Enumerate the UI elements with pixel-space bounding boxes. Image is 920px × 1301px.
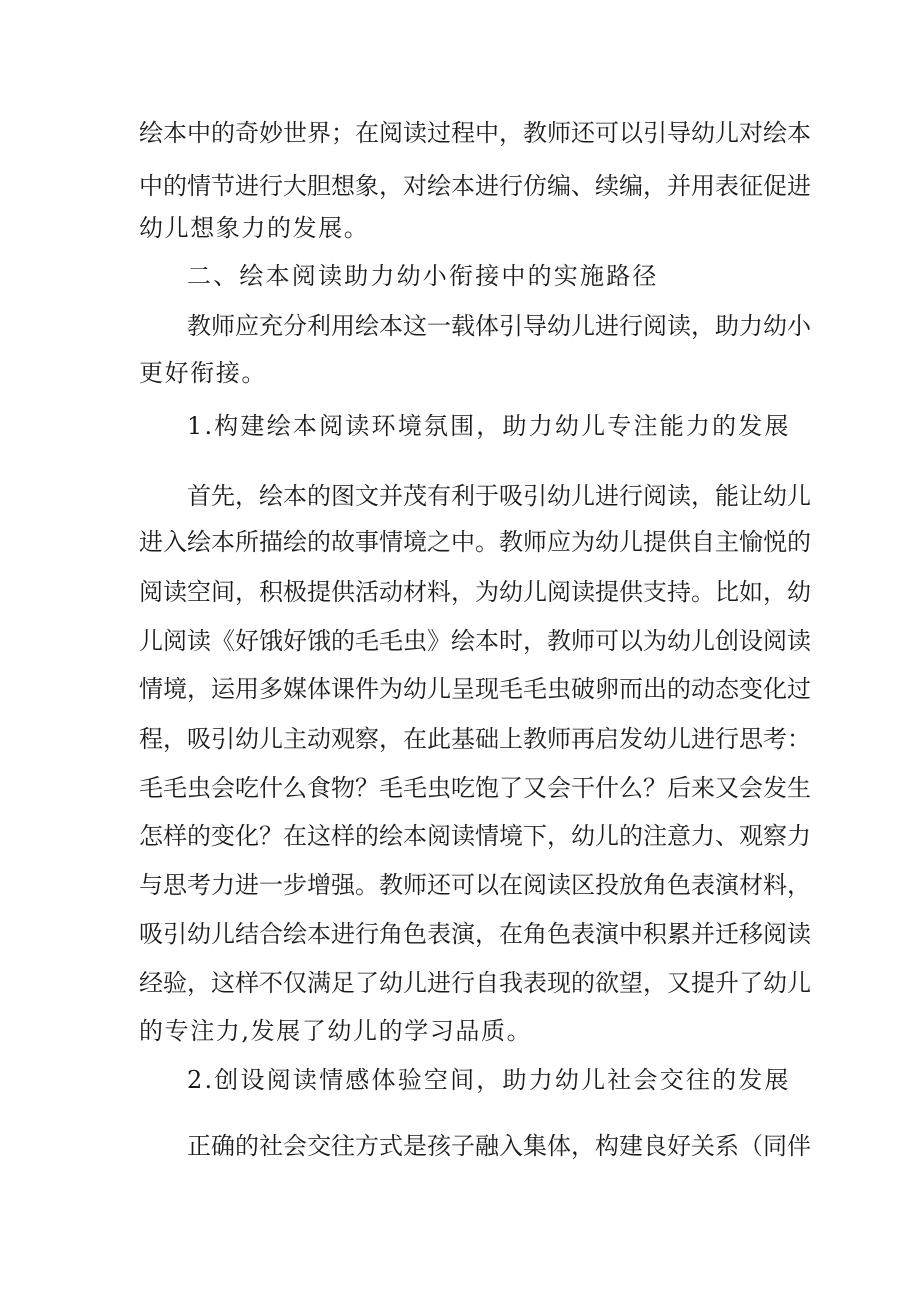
paragraph-1-line-3: 阅读空间，积极提供活动材料，为幼儿阅读提供支持。比如，幼 xyxy=(139,578,811,606)
paragraph-1-line-9: 与思考力进一步增强。教师还可以在阅读区投放角色表演材料， xyxy=(139,871,811,899)
paragraph-section-intro-line-2: 更好衔接。 xyxy=(139,359,267,387)
paragraph-section-intro-line-1: 教师应充分利用绘本这一载体引导幼儿进行阅读，助力幼小 xyxy=(187,312,811,340)
subheading-1: 1.构建绘本阅读环境氛围，助力幼儿专注能力的发展 xyxy=(187,412,791,440)
paragraph-1-line-2: 进入绘本所描绘的故事情境之中。教师应为幼儿提供自主愉悦的 xyxy=(139,528,811,556)
paragraph-1-line-12: 的专注力,发展了幼儿的学习品质。 xyxy=(139,1017,533,1045)
paragraph-1-line-4: 儿阅读《好饿好饿的毛毛虫》绘本时，教师可以为幼儿创设阅读 xyxy=(139,627,811,655)
section-heading: 二、绘本阅读助力幼小衔接中的实施路径 xyxy=(187,262,659,290)
paragraph-1-line-8: 怎样的变化？在这样的绘本阅读情境下，幼儿的注意力、观察力 xyxy=(139,822,811,850)
paragraph-intro-line-3: 幼儿想象力的发展。 xyxy=(139,214,370,242)
paragraph-1-line-7: 毛毛虫会吃什么食物？毛毛虫吃饱了又会干什么？后来又会发生 xyxy=(139,774,811,802)
paragraph-1-line-6: 程，吸引幼儿主动观察，在此基础上教师再启发幼儿进行思考： xyxy=(139,725,811,753)
paragraph-2-line-1: 正确的社会交往方式是孩子融入集体，构建良好关系（同伴 xyxy=(187,1132,811,1160)
paragraph-1-line-5: 情境，运用多媒体课件为幼儿呈现毛毛虫破卵而出的动态变化过 xyxy=(139,675,811,703)
paragraph-1-line-10: 吸引幼儿结合绘本进行角色表演，在角色表演中积累并迁移阅读 xyxy=(139,920,811,948)
paragraph-1-line-11: 经验，这样不仅满足了幼儿进行自我表现的欲望，又提升了幼儿 xyxy=(139,969,811,997)
paragraph-intro-line-2: 中的情节进行大胆想象，对绘本进行仿编、续编，并用表征促进 xyxy=(139,172,811,200)
paragraph-1-line-1: 首先，绘本的图文并茂有利于吸引幼儿进行阅读，能让幼儿 xyxy=(187,482,811,510)
paragraph-intro-line-1: 绘本中的奇妙世界；在阅读过程中，教师还可以引导幼儿对绘本 xyxy=(139,119,811,147)
subheading-2: 2.创设阅读情感体验空间，助力幼儿社会交往的发展 xyxy=(187,1066,791,1094)
